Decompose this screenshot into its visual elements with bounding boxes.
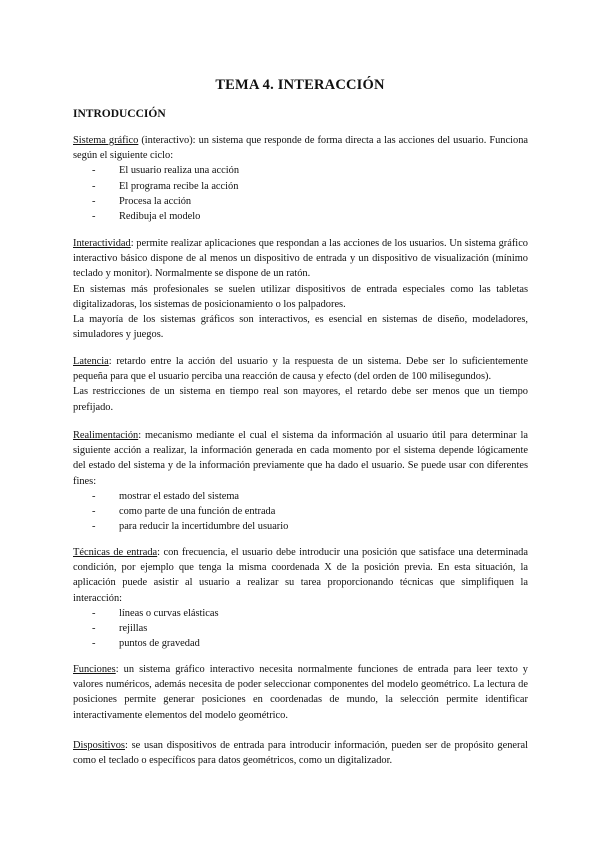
section-tecnicas-entrada [73,545,528,651]
paragraph [73,133,528,163]
bullet-list [73,606,528,652]
section-interactividad [73,236,528,342]
term: Dispositivos [73,740,125,751]
section-realimentacion [73,428,528,534]
definition: : se usan dispositivos de entrada para introducir información, pueden ser de propósito general como el teclado o específicos para datos geométricos, como un digitalizador. [73,740,528,767]
term: Realimentación [73,430,139,441]
paragraph [73,354,528,384]
list-item: - rejillas [73,621,528,636]
term: Funciones [73,664,116,675]
page-title: TEMA 4. INTERACCIÓN [215,77,385,93]
list-item: - Procesa la acción [73,194,528,209]
list-item: - líneas o curvas elásticas [73,606,528,621]
definition: : retardo entre la acción del usuario y la respuesta de un sistema. Debe ser lo suficientemente pequeña para que el usuario perciba una reacción de causa y efecto (del orden de 100 milisegundos). [73,356,528,383]
list-item: - para reducir la incertidumbre del usuario [73,519,528,534]
section-latencia [73,354,528,415]
paragraph: En sistemas más profesionales se suelen utilizar dispositivos de entrada especiales como las tabletas digitalizadoras, los sistemas de posicionamiento o los palpadores. [73,283,528,310]
paragraph [73,738,528,768]
section-sistema-grafico [73,133,528,224]
section-heading: INTRODUCCIÓN [73,108,166,120]
definition: : mecanismo mediante el cual el sistema da información al usuario útil para determinar la siguiente acción a realizar, la información generada en cada momento por el sistema depende lógicamente del estado del sistema y de la información previamente que ha dado el usuario. Se puede usar con diferentes fines: [73,430,528,487]
definition: : permite realizar aplicaciones que respondan a las acciones de los usuarios. Un sistema gráfico interactivo básico dispone de al menos un dispositivo de entrada y un dispositivo de visualización (mínimo teclado y monitor). Normalmente se dispone de un ratón. [73,238,528,280]
definition: (interactivo): un sistema que responde de forma directa a las acciones del usuario. Funciona según el siguiente ciclo: [73,135,528,162]
term: Sistema gráfico [73,135,139,146]
paragraph: Las restricciones de un sistema en tiempo real son mayores, el retardo debe ser menos que un tiempo prefijado. [73,386,528,413]
definition: : con frecuencia, el usuario debe introducir una posición que satisface una determinada condición, por ejemplo que tenga la misma coordenada X de la posición previa. En esta situación, la aplicación puede asistir al usuario a realizar su tarea proporcionando técnicas que simplifiquen la interacción: [73,547,528,604]
term: Técnicas de entrada [73,547,158,558]
bullet-list [73,489,528,535]
paragraph [73,428,528,489]
list-item: - El usuario realiza una acción [73,163,528,178]
list-item: - El programa recibe la acción [73,179,528,194]
paragraph: La mayoría de los sistemas gráficos son interactivos, es esencial en sistemas de diseño, modeladores, simuladores y juegos. [73,314,528,341]
list-item: - mostrar el estado del sistema [73,489,528,504]
section-funciones [73,662,528,723]
paragraph [73,662,528,723]
definition: : un sistema gráfico interactivo necesita normalmente funciones de entrada para leer texto y valores numéricos, además necesita de poder seleccionar componentes del modelo geométrico. La lectura de posiciones permite generar posiciones en coordenadas de mundo, la selección permite identificar interactivamente elementos del modelo geométrico. [73,664,528,721]
term: Latencia [73,356,109,367]
term: Interactividad [73,238,131,249]
list-item: - como parte de una función de entrada [73,504,528,519]
bullet-list [73,163,528,224]
list-item: - puntos de gravedad [73,636,528,651]
paragraph [73,545,528,606]
section-dispositivos [73,738,528,768]
paragraph [73,236,528,282]
list-item: - Redibuja el modelo [73,209,528,224]
